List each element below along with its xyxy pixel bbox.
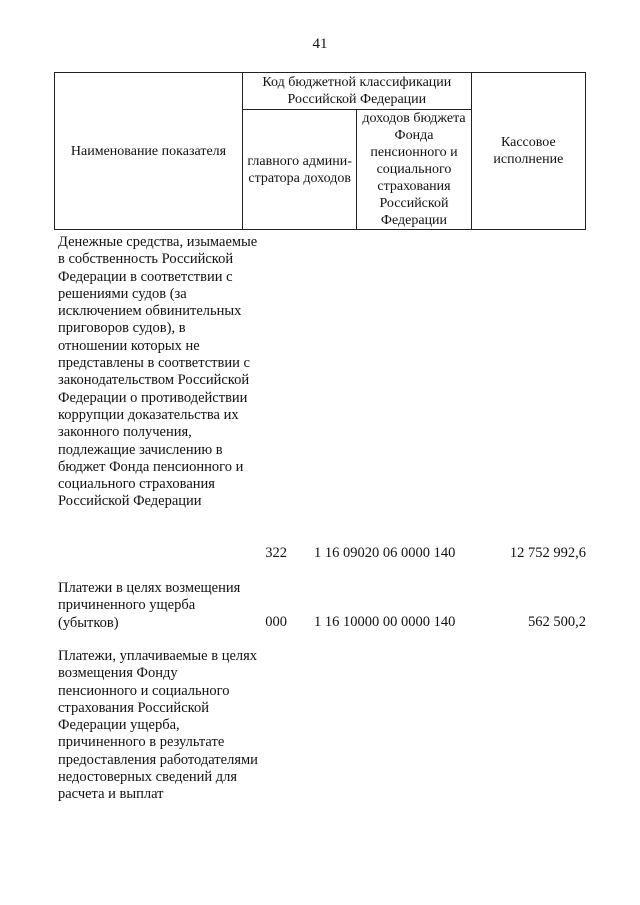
- row-name: Денежные средства, изымаемые в собственность Российской Федерации в соответствии с решениями судов (за исключением обвинительных приговоров судов), в отношении которых не представлены в соответствии с законодательством Российской Федерации о противодействии коррупции доказательства их законного получения, подлежащие зачислению в бюджет Фонда пенсионного и социального страхования Российской Федерации: [58, 234, 258, 510]
- row-admin-code: 000: [265, 614, 287, 630]
- header-col-execution: Кассовое исполнение: [471, 73, 585, 230]
- table-header: [54, 72, 586, 230]
- row-amount: 12 752 992,6: [509, 545, 586, 561]
- header-col-revenue: доходов бюджета Фонда пенсионного и социального страхования Российской Федерации: [357, 110, 471, 230]
- row-name: Платежи в целях возмещения причиненного ущерба (убытков): [58, 580, 241, 631]
- row-name: Платежи, уплачиваемые в целях возмещения Фонду пенсионного и социального страхования Российской Федерации ущерба, причиненного в результате предоставления работодателями недостоверных сведений для расчета и выплат: [58, 648, 258, 803]
- row-amount: 562 500,2: [528, 614, 586, 630]
- header-code-group: Код бюджетной классификации Российской Федерации: [243, 73, 472, 110]
- row-revenue-code: 1 16 10000 00 0000 140: [314, 614, 456, 630]
- row-revenue-code: 1 16 09020 06 0000 140: [314, 545, 456, 561]
- header-col-name: Наименование показателя: [55, 73, 243, 230]
- header-col-admin: главного админи-стратора доходов: [243, 110, 357, 230]
- page-number: 41: [312, 36, 328, 52]
- row-admin-code: 322: [265, 545, 287, 561]
